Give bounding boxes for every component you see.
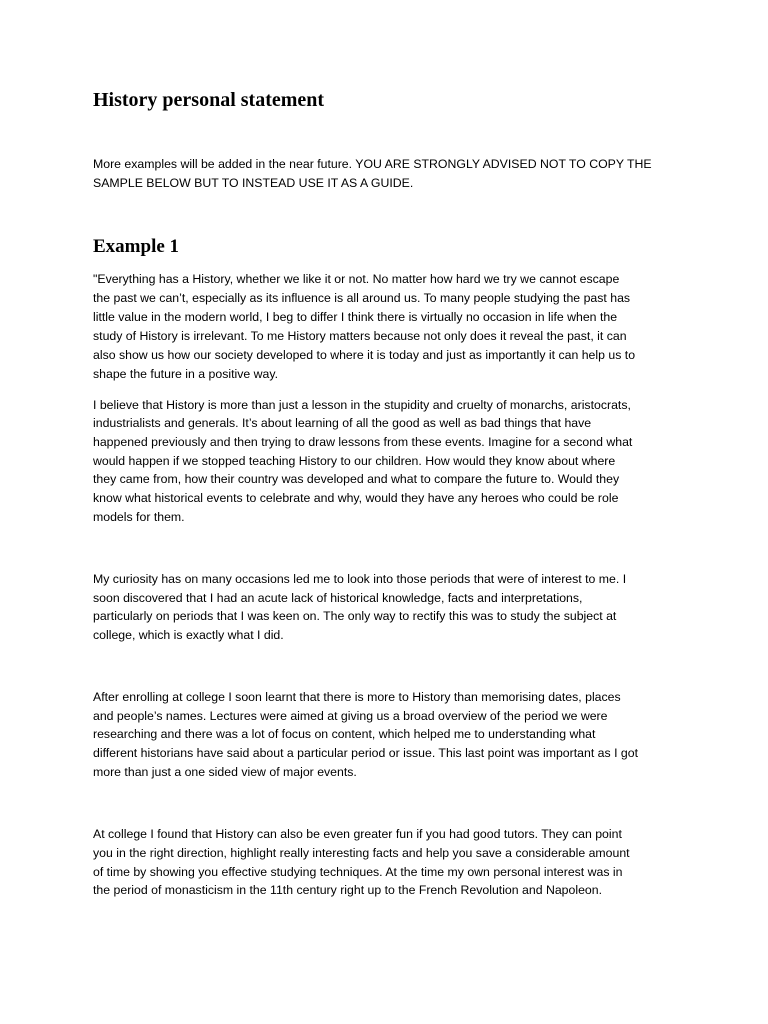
paragraph-line: would happen if we stopped teaching History to our children. How would they know about where xyxy=(93,454,616,468)
paragraph-line: little value in the modern world, I beg to differ I think there is virtually no occasion in life when the xyxy=(93,310,618,324)
paragraph-line: researching and there was a lot of focus on content, which helped me to understanding what xyxy=(93,727,596,741)
page-title: History personal statement xyxy=(93,89,325,111)
paragraph-line: the past we can’t, especially as its influence is all around us. To many people studying the past has xyxy=(93,291,631,305)
paragraph-line: "Everything has a History, whether we like it or not. No matter how hard we try we cannot escape xyxy=(93,272,620,286)
paragraph-line: models for them. xyxy=(93,510,185,524)
paragraph-line: study of History is irrelevant. To me History matters because not only does it reveal the past, it can xyxy=(93,329,627,343)
paragraph-line: know what historical events to celebrate and why, would they have any heroes who could be role xyxy=(93,491,619,505)
paragraph-line: At college I found that History can also be even greater fun if you had good tutors. They can point xyxy=(93,827,622,841)
paragraph-line: different historians have said about a particular period or issue. This last point was important as I got xyxy=(93,746,639,760)
paragraph-line: After enrolling at college I soon learnt that there is more to History than memorising dates, places xyxy=(93,690,621,704)
paragraph-line: you in the right direction, highlight really interesting facts and help you save a considerable amount xyxy=(93,846,630,860)
example-heading: Example 1 xyxy=(93,236,180,257)
paragraph-line: they came from, how their country was developed and what to compare the future to. Would they xyxy=(93,472,620,486)
paragraph-line: shape the future in a positive way. xyxy=(93,367,279,381)
paragraph-line: of time by showing you effective studying techniques. At the time my own personal interest was in xyxy=(93,865,623,879)
paragraph-line: also show us how our society developed to where it is today and just as importantly it can help us to xyxy=(93,348,636,362)
intro-line: SAMPLE BELOW BUT TO INSTEAD USE IT AS A GUIDE. xyxy=(93,176,414,190)
paragraph-line: particularly on periods that I was keen on. The only way to rectify this was to study the subject at xyxy=(93,609,617,623)
paragraph-line: college, which is exactly what I did. xyxy=(93,628,284,642)
paragraph-line: industrialists and generals. It’s about learning of all the good as well as bad things that have xyxy=(93,416,592,430)
intro-line: More examples will be added in the near future. YOU ARE STRONGLY ADVISED NOT TO COPY THE xyxy=(93,157,652,171)
paragraph-line: I believe that History is more than just a lesson in the stupidity and cruelty of monarchs, aristocrats, xyxy=(93,398,631,412)
paragraph-line: happened previously and then trying to draw lessons from these events. Imagine for a second what xyxy=(93,435,633,449)
paragraph-line: and people’s names. Lectures were aimed at giving us a broad overview of the period we were xyxy=(93,709,608,723)
paragraph-line: My curiosity has on many occasions led me to look into those periods that were of interest to me. I xyxy=(93,572,627,586)
paragraph-line: more than just a one sided view of major events. xyxy=(93,765,357,779)
paragraph-line: the period of monasticism in the 11th century right up to the French Revolution and Napoleon. xyxy=(93,883,603,897)
paragraph-line: soon discovered that I had an acute lack of historical knowledge, facts and interpretations, xyxy=(93,591,583,605)
